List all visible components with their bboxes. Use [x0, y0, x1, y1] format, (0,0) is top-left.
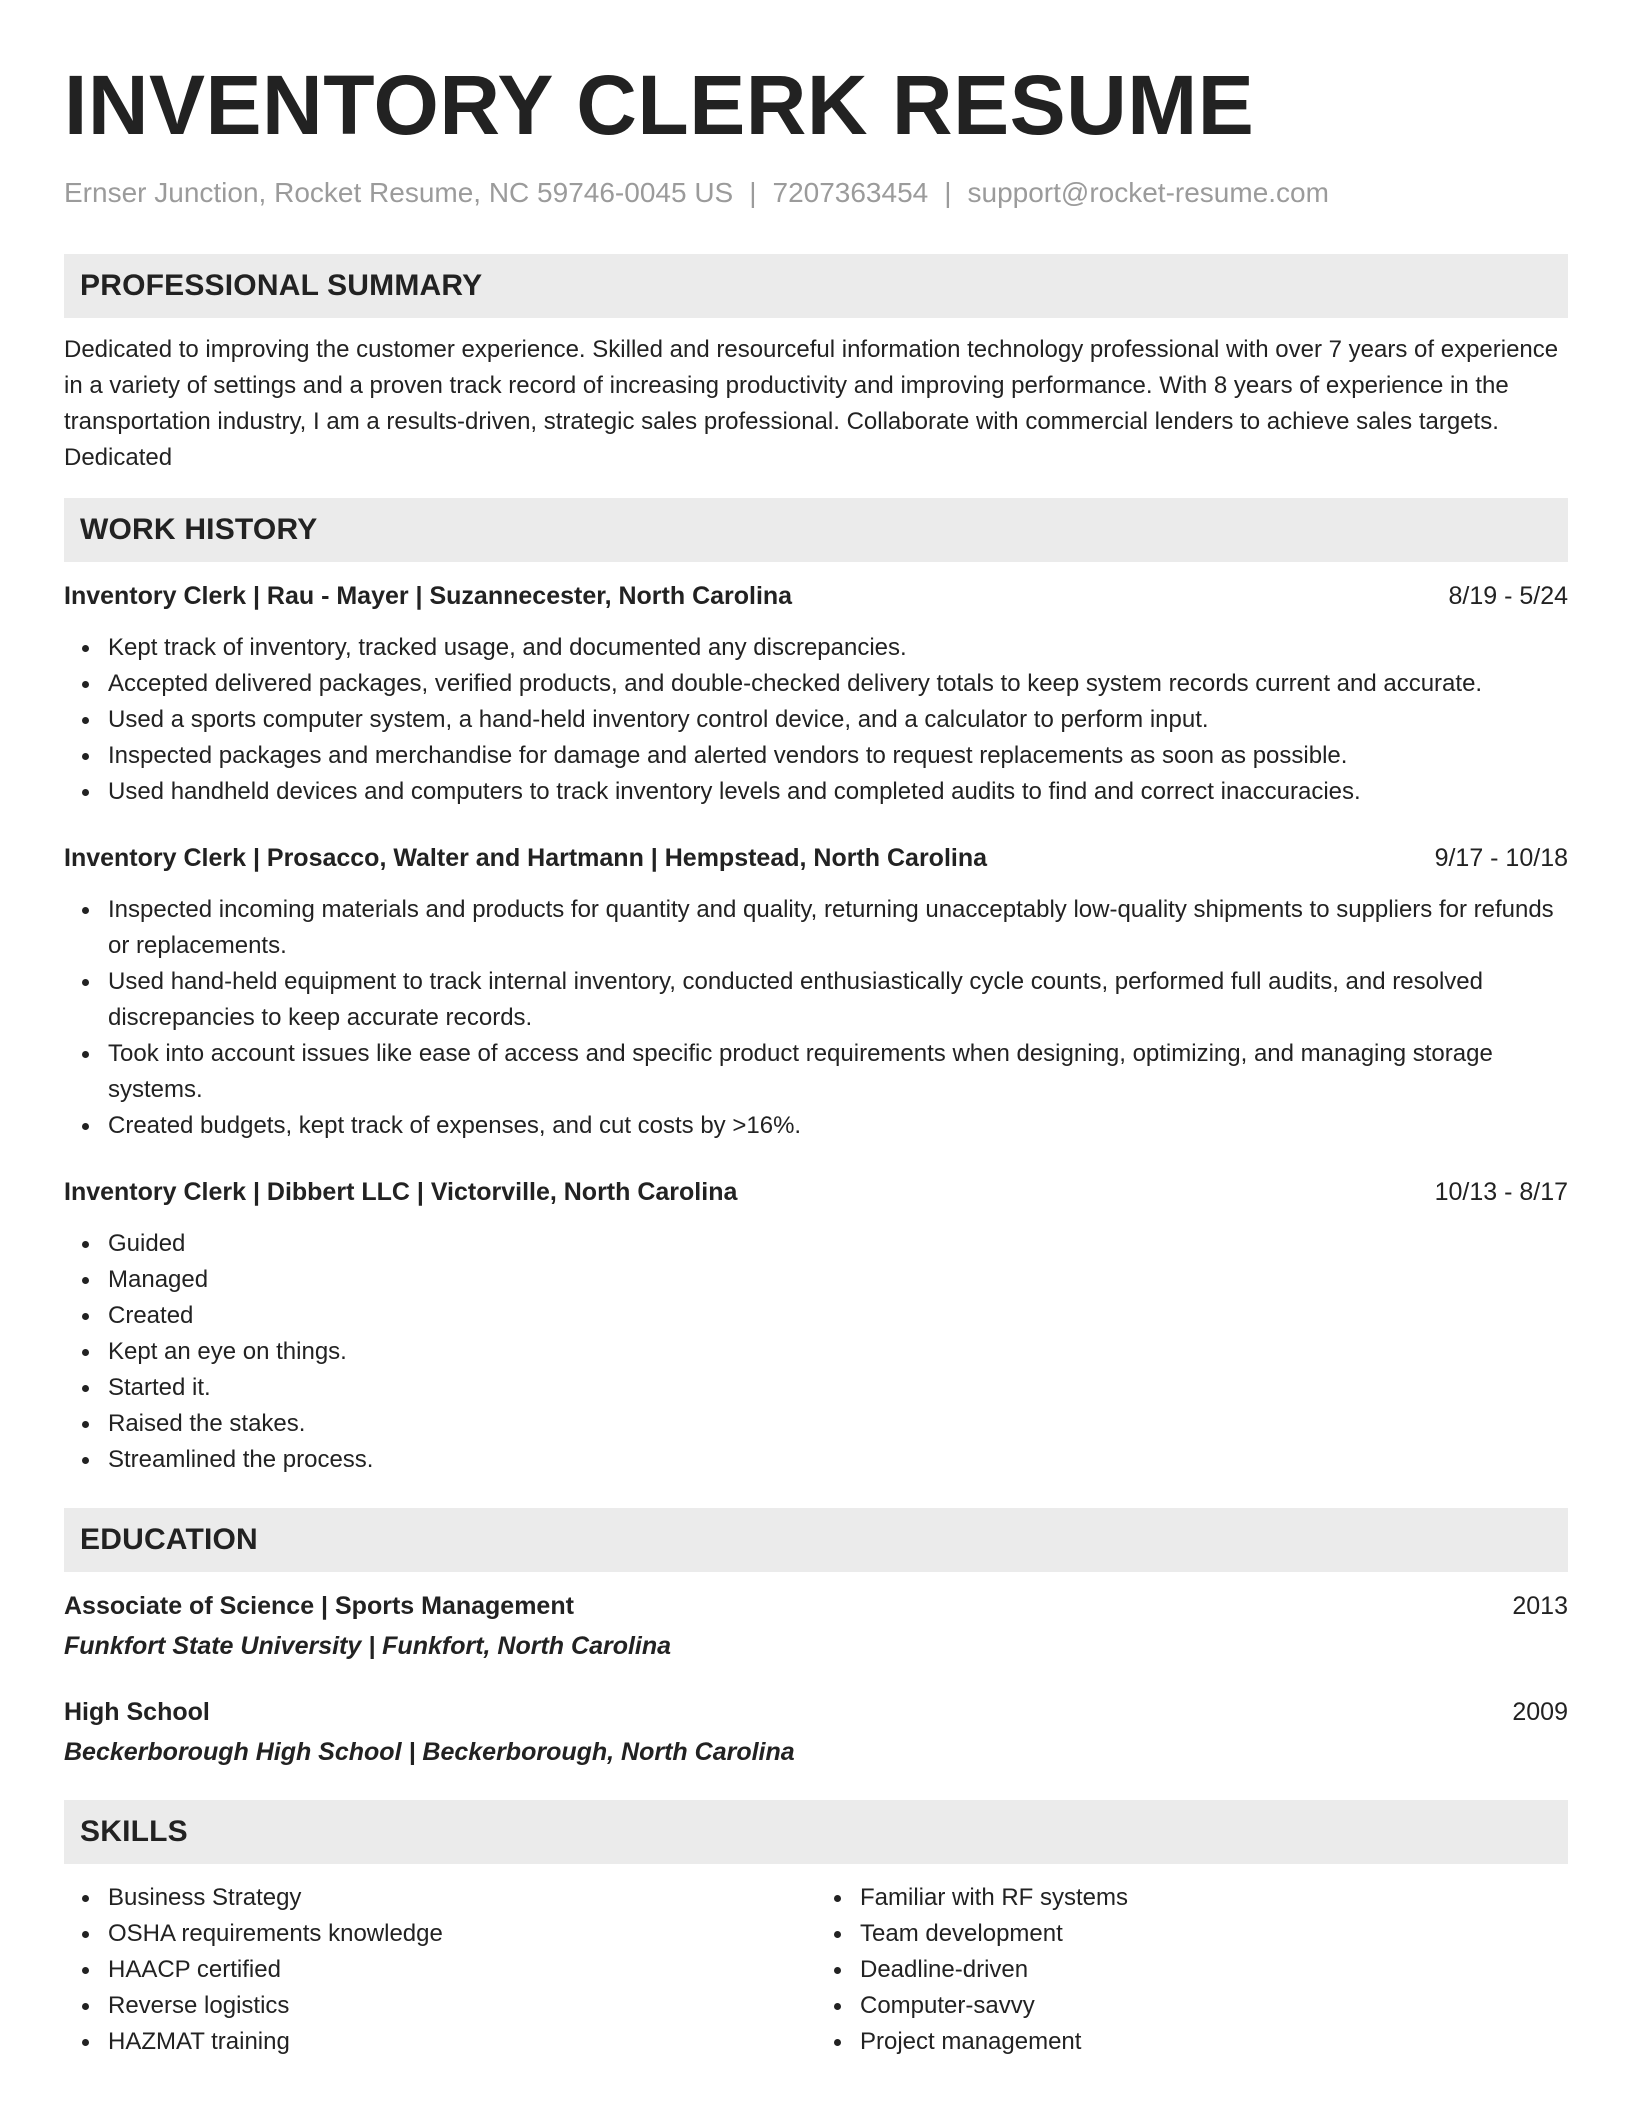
job-bullet: Used hand-held equipment to track internal inventory, conducted enthusiastically cycle counts, performed full audits, and resolved discrepancies to keep accurate records. — [108, 964, 1568, 1036]
skill-item: HAACP certified — [108, 1952, 816, 1988]
resume-title: INVENTORY CLERK RESUME — [64, 58, 1255, 152]
job-bullet: Created budgets, kept track of expenses, and cut costs by >16%. — [108, 1108, 1568, 1144]
job-bullets — [64, 1226, 1568, 1478]
education-section-header: EDUCATION — [64, 1508, 1568, 1572]
job-bullet: Created — [108, 1298, 1568, 1334]
job-bullet: Used a sports computer system, a hand-held inventory control device, and a calculator to perform input. — [108, 702, 1568, 738]
job-dates: 10/13 - 8/17 — [1434, 1178, 1568, 1206]
skill-item: Reverse logistics — [108, 1988, 816, 2024]
skill-item: Computer-savvy — [860, 1988, 1568, 2024]
contact-address: Ernser Junction, Rocket Resume, NC 59746-0045 US — [64, 177, 734, 208]
education-year: 2013 — [1512, 1592, 1568, 1620]
job-bullets — [64, 892, 1568, 1144]
skill-item: Familiar with RF systems — [860, 1880, 1568, 1916]
job-entry — [64, 840, 1568, 1144]
summary-text: Dedicated to improving the customer experience. Skilled and resourceful information technology professional with over 7 years of experience in a variety of settings and a proven track record of increasing productivity and improving performance. With 8 years of experience in the transportation industry, I am a results-driven, strategic sales professional. Collaborate with commercial lenders to achieve sales targets. Dedicated — [64, 336, 1559, 471]
education-header — [64, 1694, 1568, 1730]
work-history-section-header: WORK HISTORY — [64, 498, 1568, 562]
job-header — [64, 578, 1568, 614]
education-degree: Associate of Science | Sports Management — [64, 1592, 574, 1620]
contact-phone: 7207363454 — [772, 177, 929, 208]
job-header — [64, 840, 1568, 876]
job-bullet: Inspected incoming materials and products for quantity and quality, returning unacceptably low-quality shipments to suppliers for refunds or replacements. — [108, 892, 1568, 964]
education-year: 2009 — [1512, 1698, 1568, 1726]
job-bullet: Inspected packages and merchandise for damage and alerted vendors to request replacements as soon as possible. — [108, 738, 1568, 774]
contact-email: support@rocket-resume.com — [967, 177, 1329, 208]
job-bullet: Managed — [108, 1262, 1568, 1298]
job-bullet: Took into account issues like ease of access and specific product requirements when designing, optimizing, and managing storage systems. — [108, 1036, 1568, 1108]
job-bullet: Streamlined the process. — [108, 1442, 1568, 1478]
education-school: Beckerborough High School | Beckerborough, North Carolina — [64, 1738, 795, 1766]
skills-section-header: SKILLS — [64, 1800, 1568, 1864]
education-entry — [64, 1588, 1568, 1664]
education-degree: High School — [64, 1698, 210, 1726]
skill-item: HAZMAT training — [108, 2024, 816, 2060]
summary-section-header: PROFESSIONAL SUMMARY — [64, 254, 1568, 318]
skill-item: Deadline-driven — [860, 1952, 1568, 1988]
job-bullets — [64, 630, 1568, 810]
skills-column-right — [816, 1880, 1568, 2060]
skill-item: Project management — [860, 2024, 1568, 2060]
skills-grid — [64, 1880, 1568, 2060]
job-bullet: Guided — [108, 1226, 1568, 1262]
contact-separator: | — [749, 177, 757, 208]
job-title: Inventory Clerk | Prosacco, Walter and Hartmann | Hempstead, North Carolina — [64, 844, 988, 872]
job-bullet: Kept an eye on things. — [108, 1334, 1568, 1370]
contact-separator: | — [944, 177, 952, 208]
job-bullet: Accepted delivered packages, verified products, and double-checked delivery totals to keep system records current and accurate. — [108, 666, 1568, 702]
job-title: Inventory Clerk | Rau - Mayer | Suzannecester, North Carolina — [64, 582, 793, 610]
skills-column-left — [64, 1880, 816, 2060]
job-bullet: Started it. — [108, 1370, 1568, 1406]
education-school: Funkfort State University | Funkfort, North Carolina — [64, 1632, 672, 1660]
education-entry — [64, 1694, 1568, 1770]
skill-item: Team development — [860, 1916, 1568, 1952]
job-entry — [64, 1174, 1568, 1478]
skill-item: Business Strategy — [108, 1880, 816, 1916]
job-header — [64, 1174, 1568, 1210]
job-bullet: Kept track of inventory, tracked usage, and documented any discrepancies. — [108, 630, 1568, 666]
job-bullet: Used handheld devices and computers to track inventory levels and completed audits to find and correct inaccuracies. — [108, 774, 1568, 810]
job-bullet: Raised the stakes. — [108, 1406, 1568, 1442]
education-header — [64, 1588, 1568, 1624]
contact-line — [64, 173, 1568, 213]
job-dates: 8/19 - 5/24 — [1448, 582, 1568, 610]
job-dates: 9/17 - 10/18 — [1434, 844, 1568, 872]
job-title: Inventory Clerk | Dibbert LLC | Victorville, North Carolina — [64, 1178, 738, 1206]
skill-item: OSHA requirements knowledge — [108, 1916, 816, 1952]
job-entry — [64, 578, 1568, 810]
